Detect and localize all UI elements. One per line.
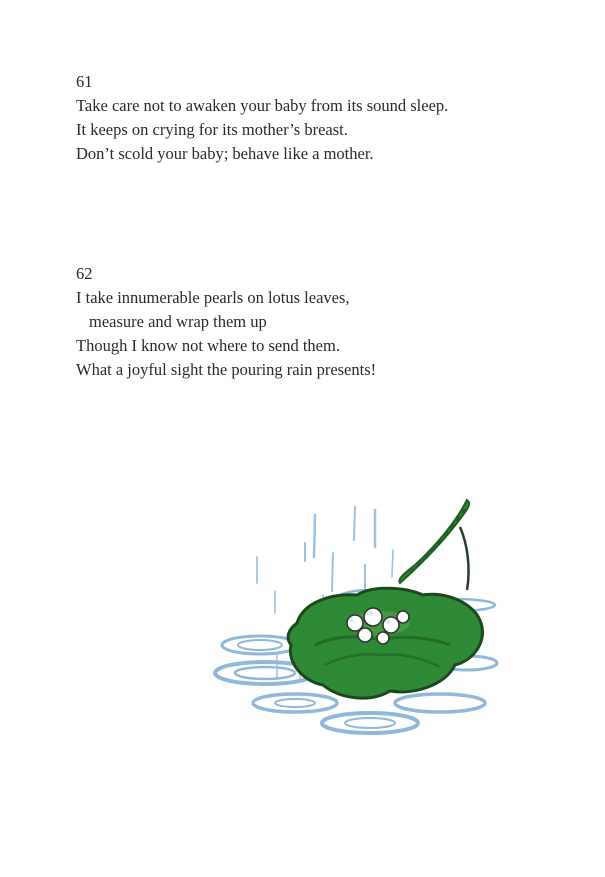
lotus-leaf-in-rain-icon	[205, 495, 505, 750]
poem-line: I take innumerable pearls on lotus leaves,	[76, 288, 350, 307]
poem-line: It keeps on crying for its mother’s breast.	[76, 120, 348, 139]
poem-line: Don’t scold your baby; behave like a mother.	[76, 144, 374, 163]
poem-line: What a joyful sight the pouring rain presents!	[76, 360, 377, 379]
poem-61	[76, 70, 576, 166]
poem-62	[76, 262, 576, 382]
poem-line: Though I know not where to send them.	[76, 336, 340, 355]
poem-line: measure and wrap them up	[89, 312, 267, 331]
poem-line: Take care not to awaken your baby from its sound sleep.	[76, 96, 449, 115]
poem-number: 61	[76, 72, 93, 91]
poem-number: 62	[76, 264, 93, 283]
